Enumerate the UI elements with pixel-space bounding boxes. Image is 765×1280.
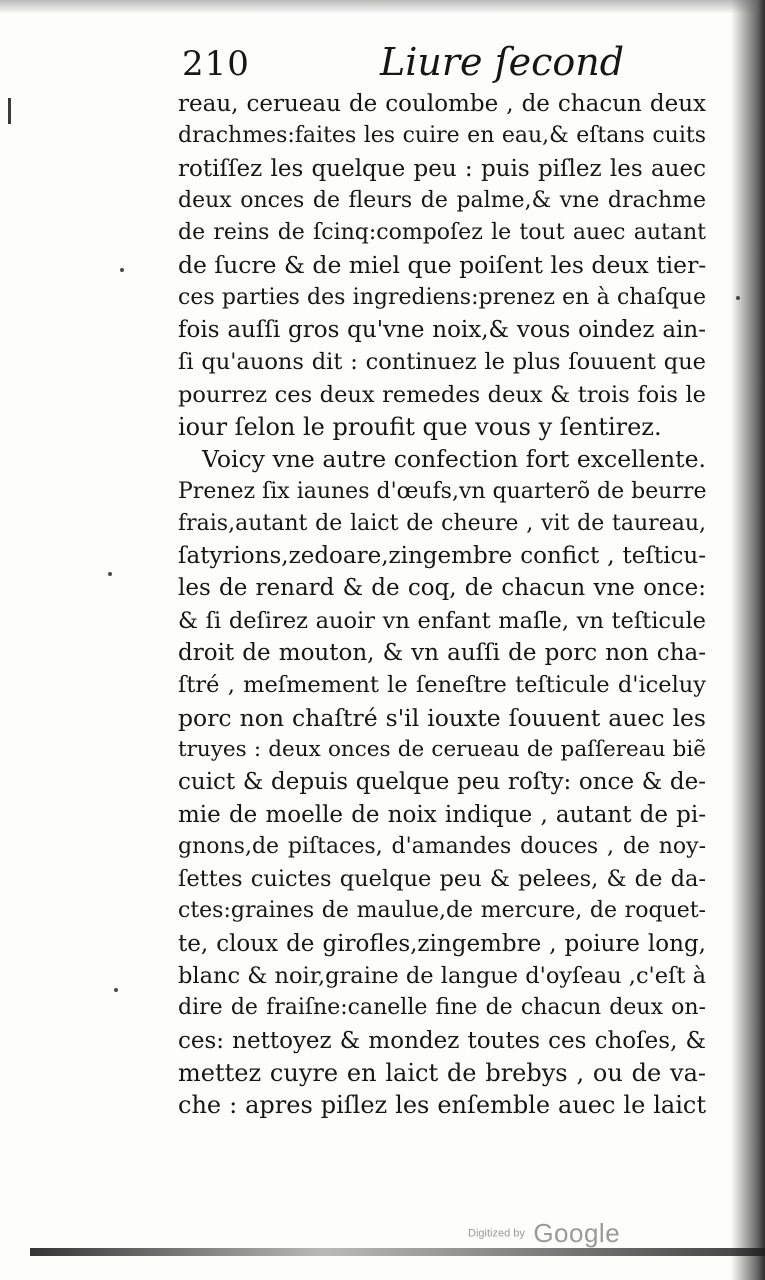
text-line: mettez cuyre en laict de brebys , ou de va- (178, 1058, 706, 1087)
text-line: droit de mouton, & vn auſſi de porc non cha- (178, 640, 706, 667)
text-line: rotiſſez les quelque peu : puis piſlez les auec (178, 155, 706, 182)
text-line: dire de fraiſne:canelle fine de chacun deux on- (178, 995, 706, 1021)
text-line: iour ſelon le proufit que vous y ſentirez. (178, 412, 662, 441)
text-line: drachmes:faites les cuire en eau,& eſtans cuits (178, 123, 706, 149)
text-line: che : apres piſlez les enſemble auec le laict (178, 1091, 706, 1120)
text-line: ſettes cuictes quelque peu & pelees, & de da- (178, 866, 706, 893)
page-right-edge (731, 0, 765, 1280)
text-line: ſtré , meſmement le ſeneſtre teſticule d'iceluy (178, 672, 706, 699)
text-line: gnons,de piſtaces, d'amandes douces , de noy- (178, 833, 706, 859)
text-line: & ſi deſirez auoir vn enfant maſle, vn teſticule (178, 607, 706, 634)
text-line: de reins de ſcinq:compoſez le tout auec autant (178, 220, 706, 246)
ink-speck (120, 268, 124, 272)
ink-speck (114, 988, 118, 992)
text-line: frais,autant de laict de cheure , vit de taureau, (178, 510, 706, 536)
text-line: truyes : deux onces de cerueau de paſſereau biẽ (178, 736, 706, 762)
text-line: cuict & depuis quelque peu roſty: once & de- (178, 769, 706, 796)
text-line: fois auſſi gros qu'vne noix,& vous oindez ain- (178, 317, 706, 344)
text-line: Prenez ſix iaunes d'œufs,vn quarterõ de beurre (178, 478, 707, 504)
digitization-watermark (468, 1218, 620, 1249)
paragraph-start-line: Voicy vne autre confection fort excellente. (202, 445, 706, 474)
text-line: blanc & noir,graine de langue d'oyſeau ,c'eſt à (178, 963, 706, 990)
text-line: ces parties des ingrediens:prenez en à chaſque (178, 284, 706, 310)
text-line: ſi qu'auons dit : continuez le plus ſouuent que (178, 349, 706, 376)
text-line: pourrez ces deux remedes deux & trois fois le (178, 381, 706, 408)
ink-speck (108, 572, 112, 576)
text-line: ſatyrions,zedoare,zingembre confict , teſticu- (178, 543, 706, 570)
ink-speck (736, 296, 740, 300)
text-line: ces: nettoyez & mondez toutes ces choſes, & (178, 1027, 706, 1054)
text-line: les de renard & de coq, de chacun vne once: (178, 575, 706, 602)
text-line: te, cloux de girofles,zingembre , poiure long, (178, 930, 706, 957)
google-wordmark: Google (533, 1218, 621, 1248)
margin-mark (8, 98, 11, 124)
page-header (0, 40, 765, 88)
running-title: Liure ſecond (380, 40, 625, 84)
text-line: mie de moelle de noix indique , autant de pi- (178, 801, 706, 828)
page-top-edge (0, 0, 765, 14)
text-line: reau, cerueau de coulombe , de chacun deux (178, 91, 706, 117)
text-line: porc non chaſtré s'il iouxte ſouuent auec les (178, 703, 706, 732)
text-line: ctes:graines de maulue,de mercure, de roquet- (178, 898, 706, 924)
page-number: 210 (182, 44, 250, 84)
page-bottom-edge (30, 1248, 765, 1256)
body-text (178, 88, 706, 1122)
text-line: deux onces de fleurs de palme,& vne drachme (178, 187, 706, 213)
text-line: de ſucre & de miel que poiſent les deux tier- (178, 251, 707, 280)
digitized-by-label: Digitized by (468, 1227, 525, 1240)
